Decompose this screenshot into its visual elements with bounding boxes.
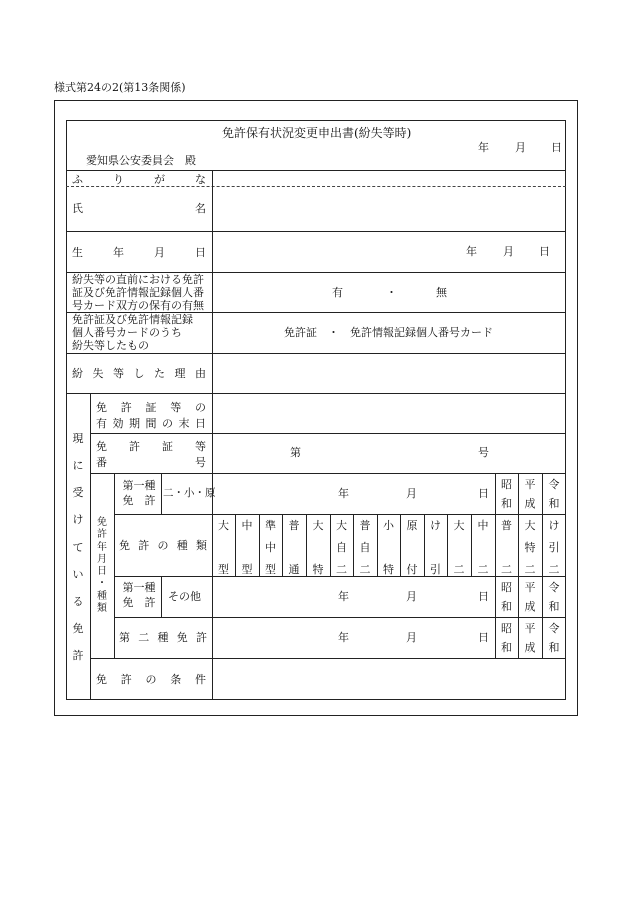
lost-item-options: 免許証 ・ 免許情報記録個人番号カード [284, 326, 493, 339]
license-type-cell: 中 型 [241, 519, 253, 576]
number-suffix: 号 [478, 446, 489, 459]
birth-year: 年 [466, 245, 477, 258]
license-date-type-label: 免 許 年 月 日 ・ 種 類 [97, 517, 107, 614]
birth-day: 日 [539, 245, 550, 258]
license-type-cell: 普 自 二 [359, 519, 371, 576]
form-title: 免許保有状況変更申出書(紛失等時) [222, 126, 412, 140]
license-type-cell: け 引 [430, 519, 441, 576]
lost-item-label: 免許証及び免許情報記録 個人番号カードのうち 紛失等したもの [72, 313, 193, 352]
license-type-cell: 普 通 [288, 519, 300, 576]
second-class-year: 年 [338, 631, 349, 644]
license-type-cell: 中 二 [477, 519, 489, 576]
first-class-b-year: 年 [338, 590, 349, 603]
first-class-b-month: 月 [406, 590, 417, 603]
era-showa-c: 昭 和 [501, 622, 512, 654]
era-showa-a: 昭 和 [501, 478, 512, 510]
license-type-cell: 大 型 [218, 519, 229, 576]
both-held-yes: 有 [332, 286, 343, 299]
era-heisei-c: 平 成 [524, 622, 536, 654]
license-type-cell: 小 特 [383, 519, 394, 576]
license-type-cell: 普 二 [501, 519, 512, 576]
license-type-cell: 大 特 二 [524, 519, 536, 576]
submit-date-day: 日 [551, 141, 562, 154]
furigana-label: ふ り が な [72, 172, 206, 186]
second-class-label: 第 二 種 免 許 [119, 631, 207, 644]
era-reiwa-a: 令 和 [548, 478, 560, 510]
current-license-label: 現 に 受 け て い る 免 許 [72, 432, 84, 662]
license-type-cell: 原 付 [406, 519, 418, 576]
conditions-label: 免 許 の 条 件 [96, 673, 206, 686]
number-prefix: 第 [290, 446, 301, 459]
both-held-no: 無 [436, 286, 447, 299]
number-label-line1: 免 許 証 等 [96, 440, 206, 453]
reason-label: 紛 失 等 し た 理 由 [72, 367, 206, 380]
both-held-label: 紛失等の直前における免許 証及び免許情報記録個人番 号カード双方の保有の有無 [72, 273, 204, 312]
license-type-label: 免 許 の 種 類 [119, 539, 207, 552]
both-held-dot: ・ [386, 286, 397, 299]
license-type-cell: 大 特 [312, 519, 324, 576]
addressee: 愛知県公安委員会 殿 [86, 154, 196, 167]
first-class-label-b: 第一種 免 許 [122, 581, 156, 609]
license-type-cell: 大 二 [453, 519, 465, 576]
number-label-line2: 番 号 [96, 456, 206, 469]
birth-month: 月 [503, 245, 514, 258]
submit-date-year: 年 [478, 141, 489, 154]
era-showa-b: 昭 和 [501, 581, 512, 613]
license-type-cell: 準 中 型 [265, 519, 276, 576]
first-class-label-a: 第一種 免 許 [122, 479, 156, 507]
era-heisei-a: 平 成 [524, 478, 536, 510]
era-reiwa-b: 令 和 [548, 581, 560, 613]
era-reiwa-c: 令 和 [548, 622, 560, 654]
expiry-label-line1: 免 許 証 等 の [96, 401, 206, 414]
license-type-cell: け 引 二 [548, 519, 560, 576]
expiry-label-line2: 有 効 期 間 の 末 日 [96, 417, 206, 430]
form-number: 様式第24の2(第13条関係) [54, 81, 186, 94]
name-label: 氏 名 [72, 202, 206, 215]
second-class-day: 日 [478, 631, 489, 644]
second-class-month: 月 [406, 631, 417, 644]
first-class-b-day: 日 [478, 590, 489, 603]
first-class-a-year: 年 [338, 487, 349, 500]
era-heisei-b: 平 成 [524, 581, 536, 613]
first-class-sub1: 二・小・原 [163, 487, 216, 499]
first-class-sub2: その他 [168, 590, 201, 603]
license-type-cell: 大 自 二 [336, 519, 347, 576]
birth-label: 生 年 月 日 [72, 246, 206, 259]
submit-date-month: 月 [515, 141, 526, 154]
first-class-a-month: 月 [406, 487, 417, 500]
first-class-a-day: 日 [478, 487, 489, 500]
